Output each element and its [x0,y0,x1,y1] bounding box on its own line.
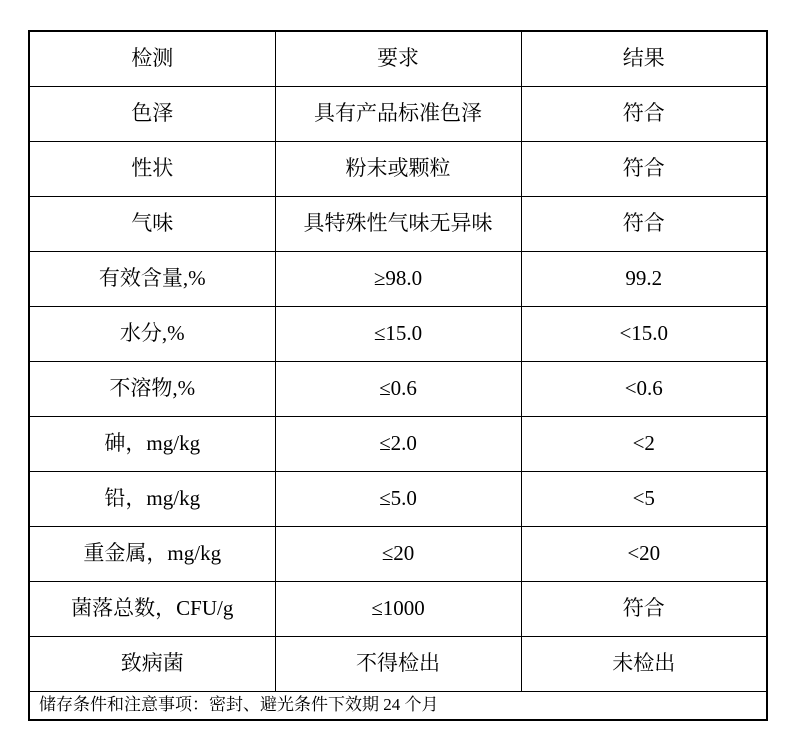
item-cell: 性状 [29,142,275,197]
result-cell: <20 [521,527,767,582]
table-row [29,252,767,307]
table-row [29,307,767,362]
result-cell: <15.0 [521,307,767,362]
requirement-cell: 粉末或颗粒 [275,142,521,197]
requirement-cell: ≤0.6 [275,362,521,417]
result-cell: <5 [521,472,767,527]
item-cell: 铅，mg/kg [29,472,275,527]
inspection-table [28,30,768,721]
header-test: 检测 [29,31,275,87]
item-cell: 有效含量,% [29,252,275,307]
result-cell: 未检出 [521,637,767,692]
item-cell: 不溶物,% [29,362,275,417]
result-cell: 符合 [521,142,767,197]
header-result: 结果 [521,31,767,87]
requirement-cell: ≤1000 [275,582,521,637]
item-cell: 致病菌 [29,637,275,692]
table-row [29,637,767,692]
table-row [29,197,767,252]
requirement-cell: ≤5.0 [275,472,521,527]
requirement-cell: ≤20 [275,527,521,582]
header-requirement: 要求 [275,31,521,87]
table-row [29,472,767,527]
table-row [29,142,767,197]
header-row [29,31,767,87]
table-row [29,527,767,582]
inspection-table-container [28,30,768,721]
table-row [29,362,767,417]
requirement-cell: 具特殊性气味无异味 [275,197,521,252]
item-cell: 气味 [29,197,275,252]
table-row [29,582,767,637]
requirement-cell: ≥98.0 [275,252,521,307]
result-cell: 符合 [521,197,767,252]
item-cell: 砷，mg/kg [29,417,275,472]
item-cell: 重金属，mg/kg [29,527,275,582]
table-row [29,87,767,142]
item-cell: 水分,% [29,307,275,362]
result-cell: <2 [521,417,767,472]
item-cell: 菌落总数，CFU/g [29,582,275,637]
storage-conditions-note: 储存条件和注意事项：密封、避光条件下效期 24 个月 [29,692,767,721]
table-row [29,417,767,472]
result-cell: 99.2 [521,252,767,307]
requirement-cell: 不得检出 [275,637,521,692]
requirement-cell: ≤15.0 [275,307,521,362]
footer-row [29,692,767,721]
result-cell: <0.6 [521,362,767,417]
requirement-cell: 具有产品标准色泽 [275,87,521,142]
result-cell: 符合 [521,87,767,142]
requirement-cell: ≤2.0 [275,417,521,472]
item-cell: 色泽 [29,87,275,142]
result-cell: 符合 [521,582,767,637]
